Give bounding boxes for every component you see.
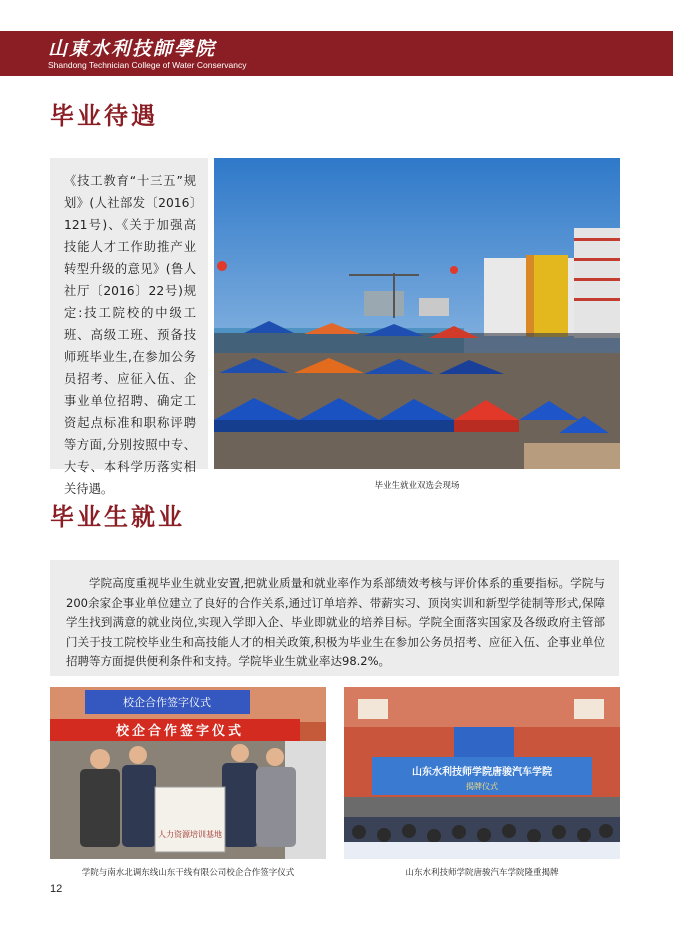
unveiling-ceremony-photo bbox=[344, 687, 620, 859]
policy-text-box bbox=[50, 158, 208, 496]
header-band bbox=[0, 31, 673, 76]
signing-ceremony-photo bbox=[50, 687, 326, 859]
signing-red-banner-text: 校企合作签字仪式 bbox=[115, 724, 245, 739]
signing-ceremony-illustration bbox=[50, 687, 326, 859]
employment-text: 学院高度重视毕业生就业安置,把就业质量和就业率作为系部绩效考核与评价体系的重要指标。学院与200余家企事业单位建立了良好的合作关系,通过订单培养、带薪实习、顶岗实训和新型学徒制等形式,保障学生找到满意的就业岗位,实现入学即入企、毕业即就业的培养目标。学院全面落实国家及各级政府主管部门关于技工院校毕业生和高技能人才的相关政策,积极为毕业生在参加公务员招考、应征入伍、企事业单位招聘等方面提供便利条件和支持。学院毕业生就业率达98.2%。 bbox=[66, 576, 605, 668]
brand-chinese-name: 山東水利技師學院 bbox=[48, 38, 217, 60]
signing-ceremony-caption: 学院与南水北调东线山东干线有限公司校企合作签字仪式 bbox=[81, 868, 295, 878]
section-title-graduate-employment: 毕业生就业 bbox=[50, 503, 185, 531]
job-fair-illustration bbox=[214, 158, 620, 469]
unveiling-ceremony-illustration bbox=[344, 687, 620, 859]
unveiling-ceremony-caption: 山东水利技师学院唐骏汽车学院隆重揭牌 bbox=[405, 868, 559, 878]
unveiling-banner-subtext: 揭牌仪式 bbox=[466, 782, 498, 791]
job-fair-photo bbox=[214, 158, 620, 469]
brand-english-name: Shandong Technician College of Water Conservancy bbox=[48, 60, 247, 70]
job-fair-caption: 毕业生就业双选会现场 bbox=[374, 481, 460, 491]
page-number: 12 bbox=[50, 883, 63, 895]
signing-top-banner-text: 校企合作签字仪式 bbox=[123, 696, 211, 709]
section-title-graduate-treatment: 毕业待遇 bbox=[50, 102, 158, 130]
unveiling-banner-text: 山东水利技师学院唐骏汽车学院 bbox=[412, 767, 552, 778]
employment-text-box bbox=[50, 560, 619, 676]
signing-plaque-text: 人力资源培训基地 bbox=[158, 830, 222, 839]
policy-text: 《技工教育“十三五”规划》(人社部发〔2016〕121号)、《关于加强高技能人才工作助推产业转型升级的意见》(鲁人社厅〔2016〕22号)规定:技工院校的中级工班、高级工班、预备技师班毕业生,在参加公务员招考、应征入伍、企事业单位招聘、确定工资起点标准和职称评聘等方面,分别按照中专、大专、本科学历落实相关待遇。 bbox=[64, 174, 196, 496]
